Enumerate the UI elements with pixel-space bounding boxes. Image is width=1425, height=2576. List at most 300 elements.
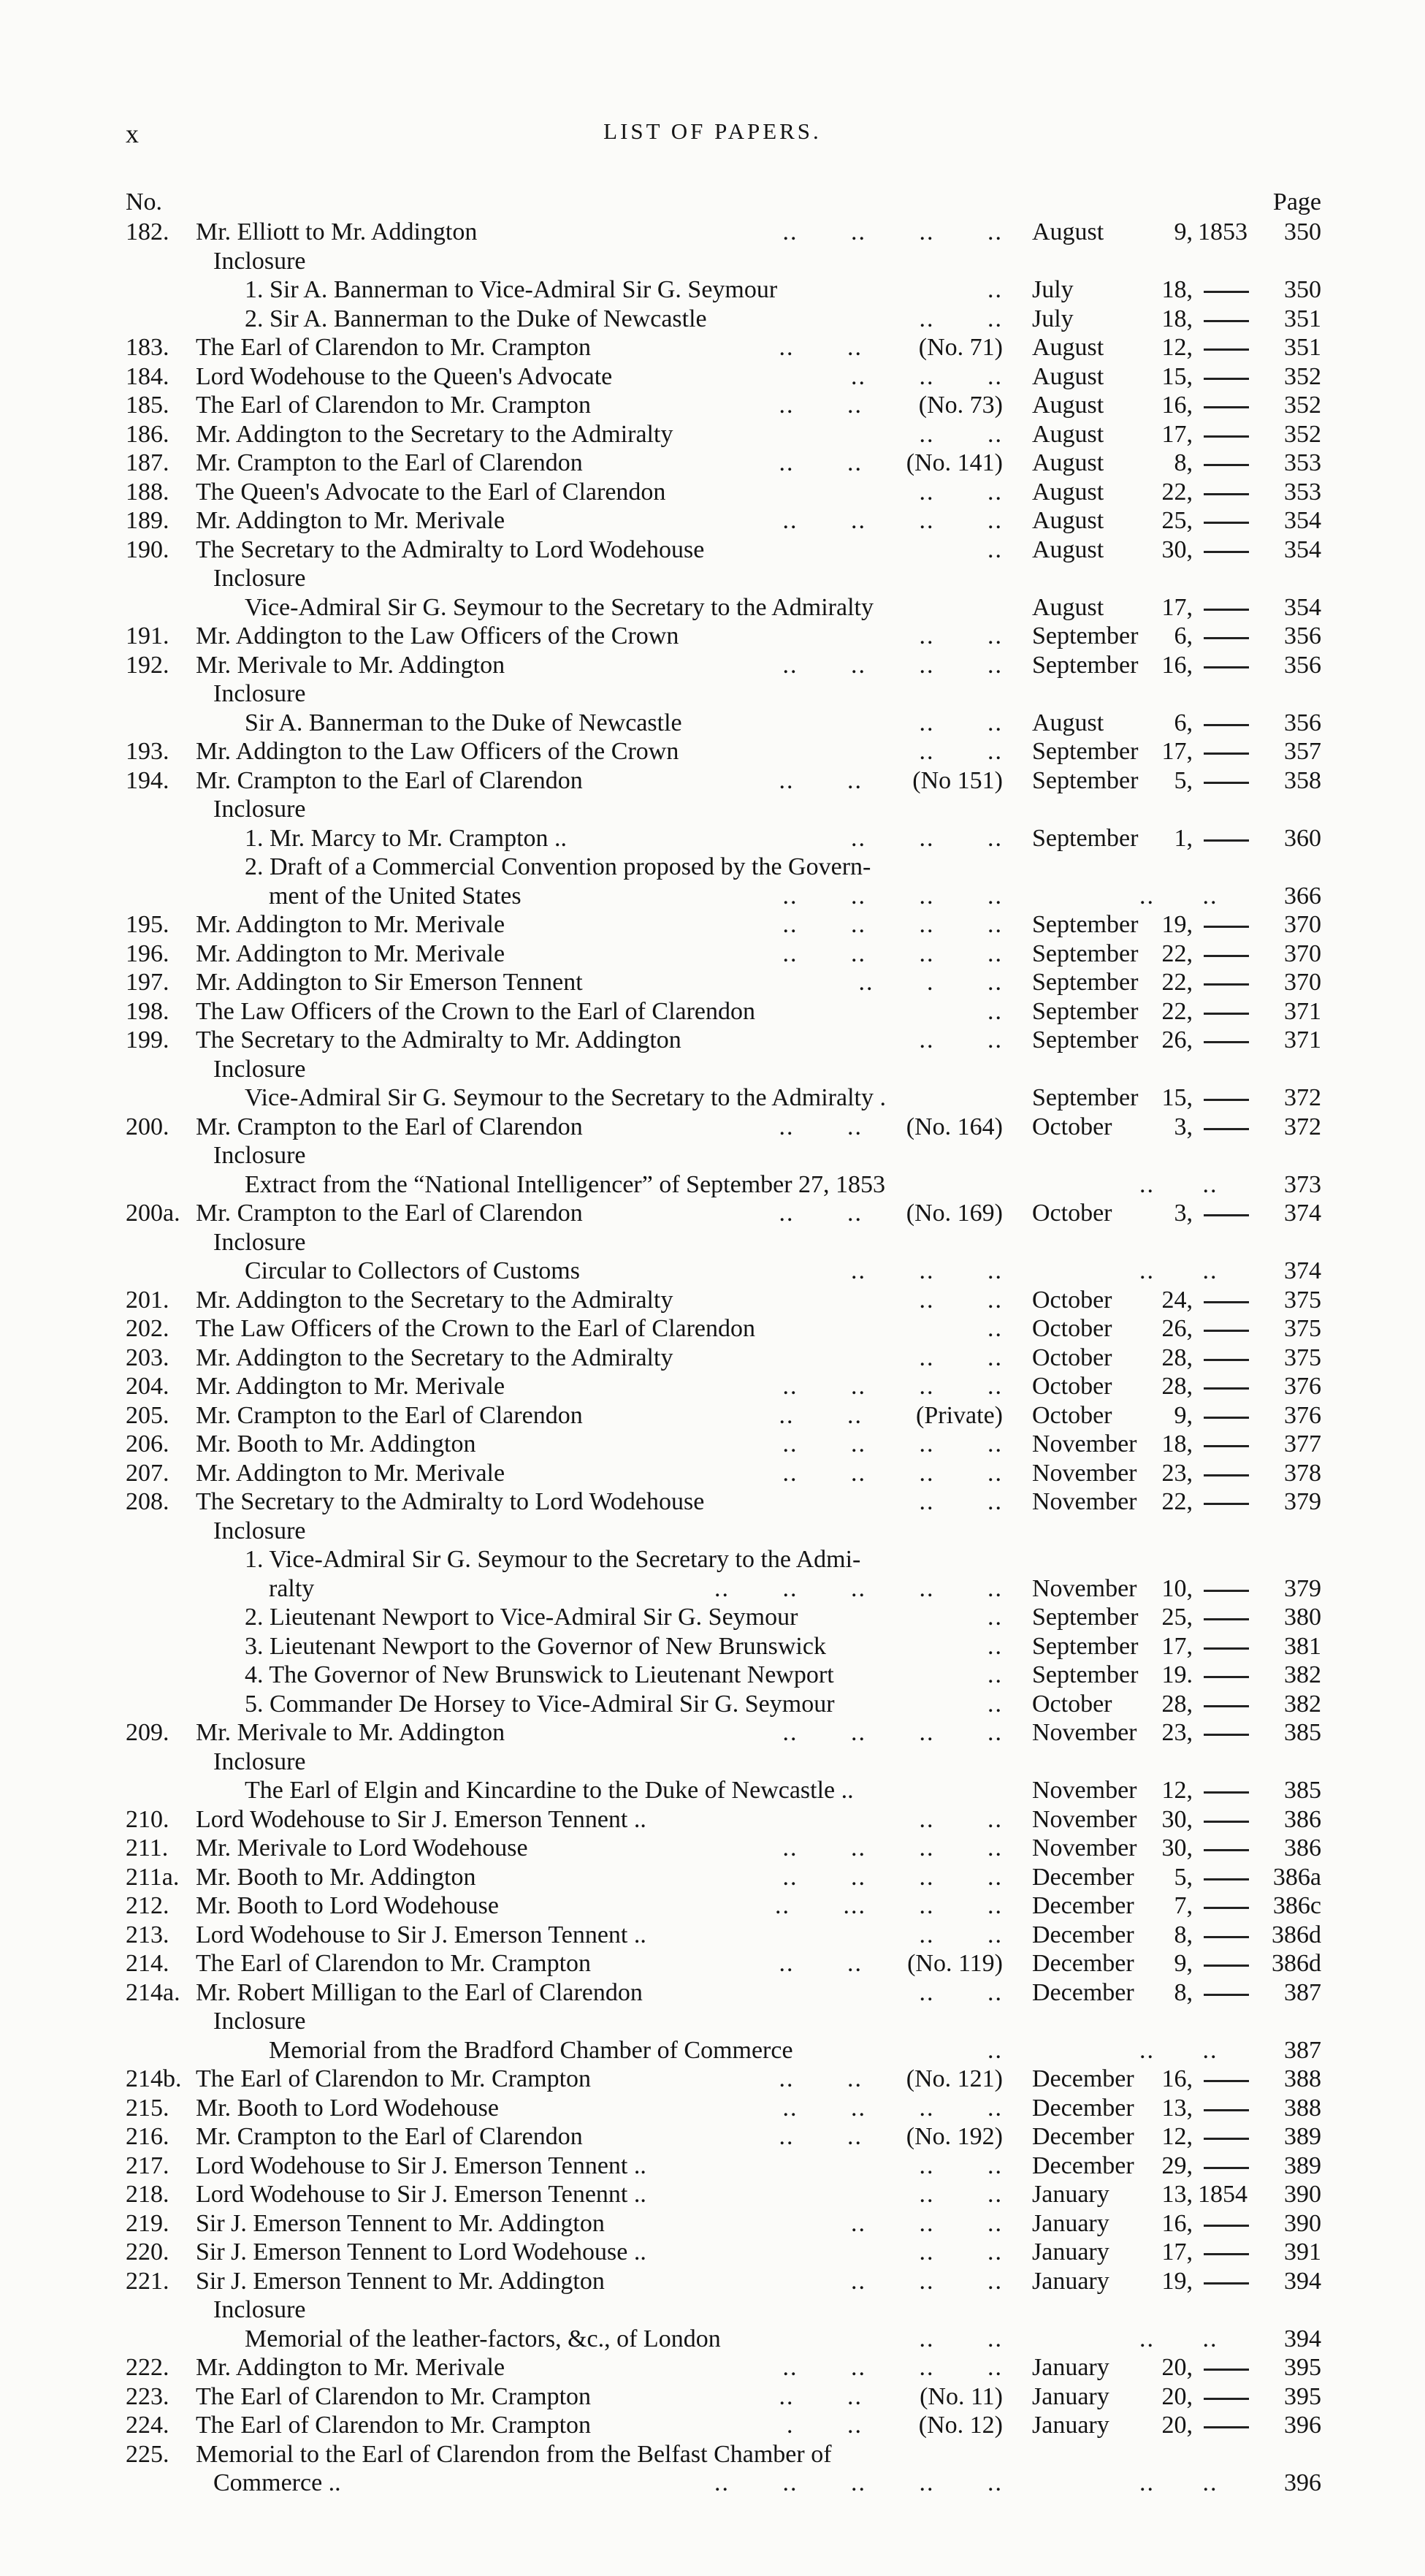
paper-entry (0, 737, 1425, 766)
paper-title: Mr. Booth to Mr. Addington (196, 1430, 476, 1457)
date-month: August (1032, 362, 1104, 390)
leader-dots: .. .. (919, 1026, 1003, 1053)
leader-dots: .. .. (779, 334, 863, 361)
ditto-dash (1204, 2369, 1249, 2371)
leader-dots: .. .. (919, 2181, 1003, 2208)
ditto-dash (1204, 637, 1249, 639)
page-number: 385 (1284, 1719, 1321, 1746)
paper-title: Mr. Crampton to the Earl of Clarendon (196, 449, 583, 476)
inclosure-item (0, 1545, 1425, 1574)
paper-entry (0, 449, 1425, 478)
inclosure-item (0, 305, 1425, 334)
paper-number: 202. (126, 1315, 169, 1342)
paper-number: 220. (126, 2238, 169, 2266)
date-day: 9, (1174, 218, 1193, 245)
paper-title: 1. Vice-Admiral Sir G. Seymour to the Secretary to the Admi- (245, 1546, 861, 1573)
paper-entry (0, 910, 1425, 940)
inclosure-item (0, 1690, 1425, 1719)
ditto-dash (1204, 1965, 1249, 1967)
paper-title: Mr. Addington to Mr. Merivale (196, 911, 505, 938)
paper-number: 214. (126, 1950, 169, 1977)
inclosure-item (0, 1170, 1425, 1200)
paper-number: 182. (126, 218, 169, 245)
ditto-dash (1204, 2138, 1249, 2140)
page-number: 379 (1284, 1574, 1321, 1602)
paper-entry (0, 2094, 1425, 2123)
paper-entry (0, 968, 1425, 997)
paper-number: 196. (126, 940, 169, 967)
ditto-dash (1204, 724, 1249, 726)
paper-number: 200a. (126, 1200, 180, 1227)
paper-entry (0, 1487, 1425, 1517)
leader-dots: .. .. (919, 2238, 1003, 2266)
leader-dots: .. .. .. .. .. (714, 1574, 1003, 1602)
date-day: 12, (1161, 334, 1193, 361)
date-leader-dots: .. .. (1139, 1170, 1218, 1198)
paper-number: 215. (126, 2094, 169, 2122)
leader-dots: .. (987, 997, 1003, 1025)
leader-dots: .. .. .. .. (782, 1430, 1003, 1457)
date-month: August (1032, 420, 1104, 448)
date-month: October (1032, 1373, 1112, 1400)
paper-title: Inclosure (213, 2296, 306, 2323)
page-number: 382 (1284, 1690, 1321, 1718)
page-number: 366 (1284, 882, 1321, 910)
date-month: January (1032, 2181, 1109, 2208)
date-month: September (1032, 824, 1139, 852)
ditto-dash (1204, 291, 1249, 293)
date-day: 17, (1161, 420, 1193, 448)
inclosure-item (0, 2036, 1425, 2065)
date-month: January (1032, 2382, 1109, 2410)
date-day: 18, (1161, 276, 1193, 303)
date-day: 17, (1161, 2238, 1193, 2266)
paper-entry (0, 1286, 1425, 1315)
leader-dots: .. .. (779, 1950, 863, 1977)
paper-title: Lord Wodehouse to Sir J. Emerson Tennent .. (196, 1805, 646, 1833)
inclosure-item (0, 1083, 1425, 1113)
paper-entry (0, 2267, 1425, 2296)
paper-entry (0, 1805, 1425, 1834)
paper-entry (0, 1949, 1425, 1978)
paper-number: 185. (126, 392, 169, 419)
leader-dots: .. .. .. .. (782, 882, 1003, 910)
paper-title: The Queen's Advocate to the Earl of Clarendon (196, 478, 666, 506)
ditto-dash (1204, 1936, 1249, 1938)
leader-dots: .. .. (919, 1978, 1003, 2006)
ditto-dash (1204, 1503, 1249, 1505)
date-month: September (1032, 969, 1139, 996)
ditto-dash (1204, 1301, 1249, 1303)
ditto-dash (1204, 983, 1249, 986)
paper-number: 217. (126, 2152, 169, 2179)
dispatch-reference: (No. 141) (906, 449, 1003, 476)
paper-number: 197. (126, 969, 169, 996)
paper-title: Mr. Merivale to Mr. Addington (196, 651, 505, 679)
dispatch-reference: (No. 192) (906, 2123, 1003, 2150)
date-day: 6, (1174, 622, 1193, 649)
page-number: 386c (1272, 1892, 1321, 1919)
page-number: 387 (1284, 2036, 1321, 2064)
date-day: 22, (1161, 1488, 1193, 1515)
paper-entry (0, 536, 1425, 565)
paper-title: 1. Sir A. Bannerman to Vice-Admiral Sir G. Seymour (245, 276, 778, 303)
page-number: 376 (1284, 1401, 1321, 1429)
paper-title: Mr. Addington to the Secretary to the Admiralty (196, 420, 673, 448)
paper-entry (0, 2353, 1425, 2382)
leader-dots: .. .. .. (851, 1257, 1003, 1284)
page-number: 370 (1284, 911, 1321, 938)
paper-number: 192. (126, 651, 169, 679)
date-month: September (1032, 1604, 1139, 1631)
ditto-dash (1204, 1821, 1249, 1823)
ditto-dash (1204, 1791, 1249, 1794)
paper-number: 225. (126, 2440, 169, 2468)
paper-title: Mr. Crampton to the Earl of Clarendon (196, 1113, 583, 1140)
date-month: November (1032, 1805, 1137, 1833)
leader-dots: .. .. (919, 622, 1003, 649)
date-day: 19. (1161, 1661, 1193, 1688)
date-day: 3, (1174, 1113, 1193, 1140)
paper-title: Mr. Addington to the Secretary to the Admiralty (196, 1286, 673, 1314)
page-number: 352 (1284, 420, 1321, 448)
date-day: 19, (1161, 2267, 1193, 2295)
leader-dots: .. .. (779, 2382, 863, 2410)
date-month: November (1032, 1777, 1137, 1804)
leader-dots: .. (987, 1661, 1003, 1688)
page-number: 388 (1284, 2065, 1321, 2092)
dispatch-reference: (No. 119) (907, 1950, 1003, 1977)
page-number: 390 (1284, 2209, 1321, 2237)
paper-title: Mr. Addington to Mr. Merivale (196, 1459, 505, 1487)
paper-entry (0, 1113, 1425, 1142)
date-month: August (1032, 218, 1104, 245)
paper-entry (0, 2440, 1425, 2469)
date-month: October (1032, 1113, 1112, 1140)
dispatch-reference: (No. 164) (906, 1113, 1003, 1140)
paper-entry (0, 1978, 1425, 2008)
leader-dots: .. .. (919, 1286, 1003, 1314)
ditto-dash (1204, 320, 1249, 322)
paper-number: 207. (126, 1459, 169, 1487)
page-number: 389 (1284, 2123, 1321, 2150)
date-month: August (1032, 392, 1104, 419)
date-day: 8, (1174, 1921, 1193, 1948)
date-month: August (1032, 334, 1104, 361)
ditto-dash (1204, 1676, 1249, 1678)
paper-entry (0, 218, 1425, 247)
date-day: 12, (1161, 1777, 1193, 1804)
page-number: 371 (1284, 1026, 1321, 1053)
ditto-dash (1204, 839, 1249, 842)
paper-number: 203. (126, 1344, 169, 1371)
date-day: 20, (1161, 2382, 1193, 2410)
paper-title: Mr. Merivale to Lord Wodehouse (196, 1834, 528, 1861)
paper-title: 2. Draft of a Commercial Convention proposed by the Govern- (245, 853, 871, 880)
leader-dots: .. .. .. .. (782, 2354, 1003, 2381)
paper-title: Mr. Booth to Mr. Addington (196, 1863, 476, 1891)
paper-title: Inclosure (213, 247, 306, 275)
ditto-dash (1204, 1214, 1249, 1216)
paper-number: 216. (126, 2123, 169, 2150)
inclosure-item (0, 882, 1425, 911)
date-month: November (1032, 1834, 1137, 1861)
leader-dots: .. .. (779, 2065, 863, 2092)
paper-entry (0, 1891, 1425, 1921)
paper-entry (0, 2238, 1425, 2267)
date-month: August (1032, 536, 1104, 563)
inclosure-heading (0, 1517, 1425, 1546)
dispatch-reference: (No 151) (912, 766, 1003, 794)
page-number: 382 (1284, 1661, 1321, 1688)
leader-dots: .. .. (919, 2325, 1003, 2352)
page-number: 372 (1284, 1113, 1321, 1140)
dispatch-reference: (No. 71) (918, 334, 1003, 361)
date-month: October (1032, 1401, 1112, 1429)
inclosure-item (0, 824, 1425, 853)
page-number: 356 (1284, 709, 1321, 736)
date-day: 28, (1161, 1344, 1193, 1371)
inclosure-heading (0, 2295, 1425, 2325)
leader-dots: .. .. (919, 1488, 1003, 1515)
paper-entry (0, 333, 1425, 362)
leader-dots: .. .. .. .. (782, 1834, 1003, 1861)
date-leader-dots: .. .. (1139, 882, 1218, 910)
paper-title: Inclosure (213, 1748, 306, 1775)
page-number: 351 (1284, 334, 1321, 361)
date-day: 12, (1161, 2123, 1193, 2150)
ditto-dash (1204, 464, 1249, 466)
page-number: 352 (1284, 362, 1321, 390)
date-day: 22, (1161, 478, 1193, 506)
paper-title: Commerce .. (213, 2469, 341, 2496)
date-month: December (1032, 2123, 1134, 2150)
paper-title: Sir J. Emerson Tennent to Mr. Addington (196, 2267, 605, 2295)
date-day: 5, (1174, 766, 1193, 794)
paper-number: 212. (126, 1892, 169, 1919)
date-day: 28, (1161, 1373, 1193, 1400)
inclosure-heading (0, 564, 1425, 593)
inclosure-heading (0, 1141, 1425, 1170)
date-month: December (1032, 2094, 1134, 2122)
inclosure-heading (0, 1228, 1425, 1257)
paper-title: ment of the United States (269, 882, 522, 910)
paper-entry (0, 1459, 1425, 1488)
paper-entry (0, 1834, 1425, 1863)
inclosure-item (0, 1603, 1425, 1632)
ditto-dash (1204, 1994, 1249, 1996)
page-number: 395 (1284, 2354, 1321, 2381)
dispatch-reference: (No. 12) (918, 2412, 1003, 2439)
ditto-dash (1204, 1907, 1249, 1909)
paper-number: 211. (126, 1834, 169, 1861)
leader-dots: .. .. .. .. (782, 651, 1003, 679)
leader-dots: .. .. .. .. (782, 1863, 1003, 1891)
date-month: August (1032, 593, 1104, 621)
page-number: 375 (1284, 1315, 1321, 1342)
leader-dots: .. .. .. .. .. (714, 2469, 1003, 2496)
paper-title: Mr. Addington to the Law Officers of the Crown (196, 622, 679, 649)
ditto-dash (1204, 1734, 1249, 1736)
leader-dots: .. .. (919, 1805, 1003, 1833)
paper-title: Mr. Addington to Mr. Merivale (196, 940, 505, 967)
date-month: December (1032, 1978, 1134, 2006)
paper-number: 214a. (126, 1978, 180, 2006)
leader-dots: .. .. (919, 738, 1003, 765)
date-month: January (1032, 2267, 1109, 2295)
leader-dots: . .. (787, 2412, 863, 2439)
page-number: 356 (1284, 622, 1321, 649)
date-month: January (1032, 2412, 1109, 2439)
paper-entry (0, 940, 1425, 969)
page-number: 377 (1284, 1430, 1321, 1457)
leader-dots: .. .. (779, 1113, 863, 1140)
date-day: 30, (1161, 536, 1193, 563)
ditto-dash (1204, 1445, 1249, 1447)
page-number: 375 (1284, 1344, 1321, 1371)
paper-title: Vice-Admiral Sir G. Seymour to the Secretary to the Admiralty . (245, 1084, 886, 1111)
paper-entry (0, 1401, 1425, 1430)
paper-number: 213. (126, 1921, 169, 1948)
date-month: November (1032, 1719, 1137, 1746)
leader-dots: .. .. (779, 766, 863, 794)
inclosure-item (0, 1776, 1425, 1805)
paper-number: 188. (126, 478, 169, 506)
date-day: 23, (1161, 1719, 1193, 1746)
date-month: October (1032, 1286, 1112, 1314)
paper-title: Mr. Elliott to Mr. Addington (196, 218, 478, 245)
paper-number: 193. (126, 738, 169, 765)
paper-title: Mr. Booth to Lord Wodehouse (196, 2094, 500, 2122)
paper-number: 205. (126, 1401, 169, 1429)
leader-dots: .. .. (779, 1401, 863, 1429)
date-month: December (1032, 1863, 1134, 1891)
leader-dots: .. .. (919, 2152, 1003, 2179)
ditto-dash (1204, 1330, 1249, 1332)
leader-dots: .. .. .. .. (782, 218, 1003, 245)
date-day: 6, (1174, 709, 1193, 736)
inclosure-item (0, 853, 1425, 882)
page-number: 372 (1284, 1084, 1321, 1111)
date-day: 25, (1161, 507, 1193, 534)
paper-title: Mr. Robert Milligan to the Earl of Clarendon (196, 1978, 643, 2006)
page-number: 379 (1284, 1488, 1321, 1515)
leader-dots: .. (987, 276, 1003, 303)
paper-title: Mr. Crampton to the Earl of Clarendon (196, 2123, 583, 2150)
leader-dots: .. .. (919, 305, 1003, 332)
paper-number: 199. (126, 1026, 169, 1053)
paper-number: 190. (126, 536, 169, 563)
date-day: 22, (1161, 969, 1193, 996)
page-number: 357 (1284, 738, 1321, 765)
paper-title: Mr. Addington to the Secretary to the Admiralty (196, 1344, 673, 1371)
page-number: 371 (1284, 997, 1321, 1025)
date-day: 23, (1161, 1459, 1193, 1487)
page-number: 396 (1284, 2412, 1321, 2439)
date-month: October (1032, 1690, 1112, 1718)
papers-list (0, 218, 1425, 2498)
ditto-dash (1204, 1041, 1249, 1043)
paper-number: 221. (126, 2267, 169, 2295)
date-month: September (1032, 622, 1139, 649)
page-number: 394 (1284, 2267, 1321, 2295)
date-day: 13, (1161, 2094, 1193, 2122)
paper-title: Lord Wodehouse to Sir J. Emerson Tenennt .. (196, 2181, 646, 2208)
paper-title: Mr. Merivale to Mr. Addington (196, 1719, 505, 1746)
paper-entry (0, 1863, 1425, 1892)
paper-entry (0, 2209, 1425, 2238)
inclosure-heading (0, 679, 1425, 709)
inclosure-heading (0, 795, 1425, 824)
date-leader-dots: .. .. (1139, 2036, 1218, 2064)
page-number: 354 (1284, 593, 1321, 621)
date-month: December (1032, 1950, 1134, 1977)
date-day: 29, (1161, 2152, 1193, 2179)
date-day: 9, (1174, 1950, 1193, 1977)
paper-title: The Secretary to the Admiralty to Mr. Addington (196, 1026, 681, 1053)
paper-entry (0, 1026, 1425, 1055)
date-month: September (1032, 940, 1139, 967)
ditto-dash (1204, 1849, 1249, 1851)
dispatch-reference: (No. 11) (920, 2382, 1003, 2410)
leader-dots: .. (987, 2036, 1003, 2064)
leader-dots: .. .. .. .. (782, 911, 1003, 938)
date-day: 16, (1161, 651, 1193, 679)
paper-title: Inclosure (213, 1055, 306, 1083)
page-number: 374 (1284, 1257, 1321, 1284)
paper-title: 2. Lieutenant Newport to Vice-Admiral Sir G. Seymour (245, 1604, 798, 1631)
paper-number: 187. (126, 449, 169, 476)
paper-entry (0, 506, 1425, 536)
date-month: December (1032, 2065, 1134, 2092)
date-day: 17, (1161, 738, 1193, 765)
date-day: 10, (1161, 1574, 1193, 1602)
date-month: September (1032, 1632, 1139, 1660)
paper-entry (0, 1718, 1425, 1748)
column-header-page: Page (1272, 188, 1321, 216)
ditto-dash (1204, 1618, 1249, 1620)
paper-title: The Earl of Clarendon to Mr. Crampton (196, 1950, 592, 1977)
paper-entry (0, 2122, 1425, 2152)
paper-title: Sir J. Emerson Tennent to Mr. Addington (196, 2209, 605, 2237)
ditto-dash (1204, 955, 1249, 957)
inclosure-item (0, 2469, 1425, 2498)
date-month: December (1032, 1892, 1134, 1919)
ditto-dash (1204, 1387, 1249, 1390)
paper-entry (0, 766, 1425, 796)
date-month: August (1032, 478, 1104, 506)
ditto-dash (1204, 926, 1249, 928)
inclosure-heading (0, 1748, 1425, 1777)
page-header (0, 118, 1425, 155)
dispatch-reference: (No. 121) (906, 2065, 1003, 2092)
page-number: 387 (1284, 1978, 1321, 2006)
paper-entry (0, 651, 1425, 680)
date-month: September (1032, 1026, 1139, 1053)
date-month: November (1032, 1488, 1137, 1515)
paper-title: Memorial of the leather-factors, &c., of London (245, 2325, 721, 2352)
date-day: 22, (1161, 940, 1193, 967)
paper-number: 209. (126, 1719, 169, 1746)
leader-dots: .. .. .. .. (782, 1719, 1003, 1746)
leader-dots: .. .. (919, 478, 1003, 506)
paper-entry (0, 1430, 1425, 1459)
date-day: 28, (1161, 1690, 1193, 1718)
page-number: 391 (1284, 2238, 1321, 2266)
ditto-dash (1204, 551, 1249, 553)
ditto-dash (1204, 1474, 1249, 1476)
date-month: September (1032, 911, 1139, 938)
